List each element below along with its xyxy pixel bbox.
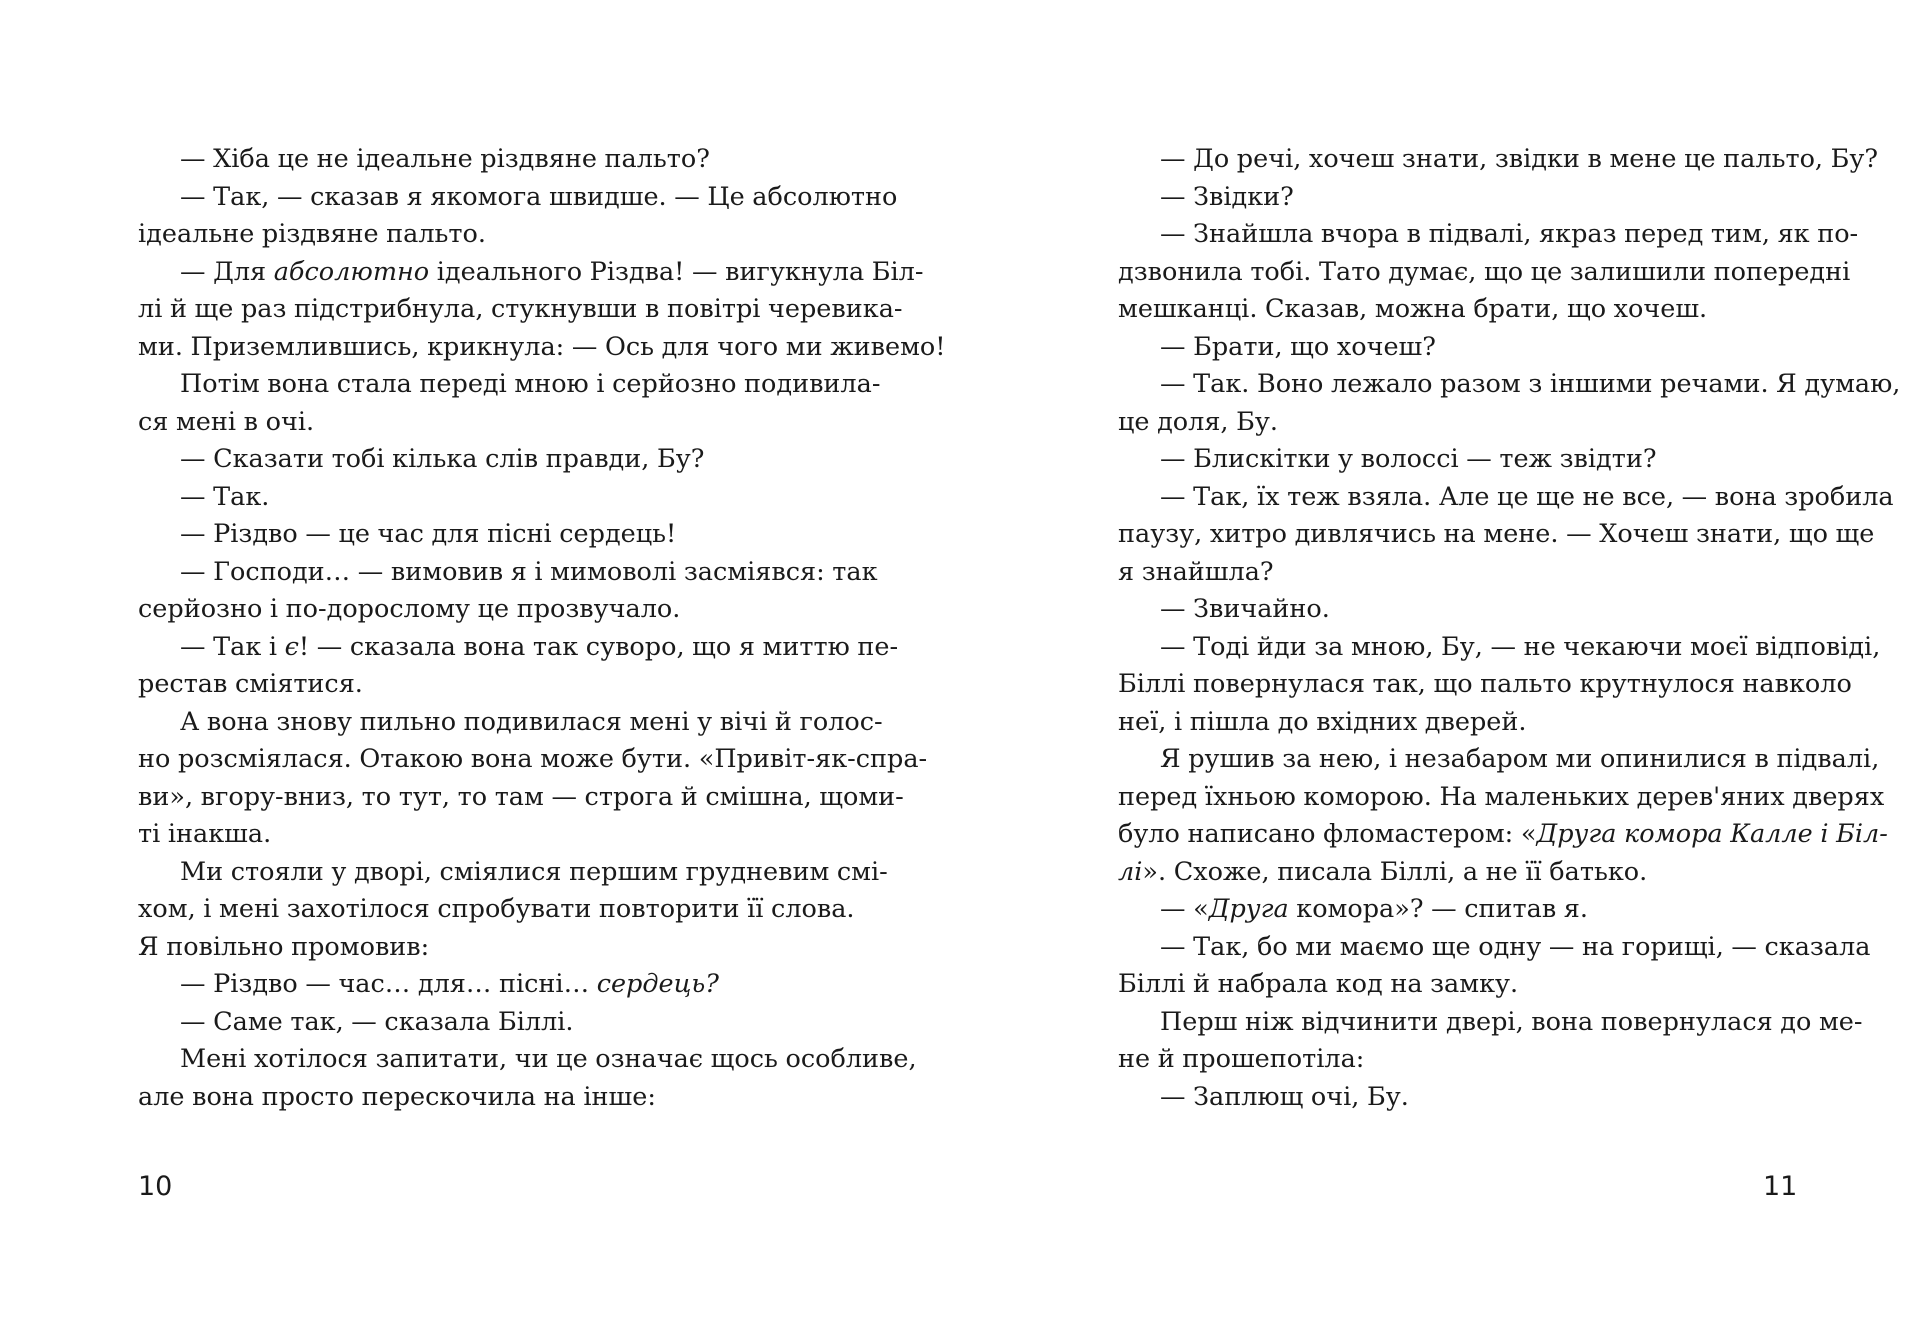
- text-line: — Саме так, — сказала Біллі.: [180, 1006, 574, 1037]
- text-line: — Різдво — це час для пісні сердець!: [180, 519, 677, 549]
- text-line: — Знайшла вчора в підвалі, якраз перед тим, як по-: [1160, 219, 1859, 249]
- text-line: ті інакша.: [138, 819, 272, 849]
- right-page-number: 11: [1763, 1171, 1798, 1202]
- text-line: — Хіба це не ідеальне різдвяне пальто?: [180, 144, 710, 174]
- text-line: серйозно і по-дорослому це прозвучало.: [138, 594, 681, 624]
- left-page-number: 10: [138, 1171, 173, 1202]
- text-line: — Звичайно.: [1160, 594, 1330, 624]
- text-line: я знайшла?: [1118, 556, 1274, 587]
- text-line: Я повільно промовив:: [138, 931, 430, 962]
- text-line: лі й ще раз підстрибнула, стукнувши в повітрі черевика-: [138, 294, 903, 324]
- text-line: ви», вгору-вниз, то тут, то там — строга й смішна, щоми-: [138, 781, 904, 812]
- text-line: — Так і є! — сказала вона так суворо, що я миттю пе-: [180, 631, 899, 662]
- text-line: — Брати, що хочеш?: [1160, 331, 1436, 362]
- text-line: Перш ніж відчинити двері, вона повернулася до ме-: [1160, 1006, 1863, 1037]
- text-line: Біллі повернулася так, що пальто крутнулося навколо: [1118, 669, 1852, 699]
- text-line: Ми стояли у дворі, сміялися першим грудневим смі-: [180, 856, 888, 887]
- text-line: не й прошепотіла:: [1118, 1044, 1365, 1074]
- left-page-text: [138, 141, 946, 1116]
- text-line: Біллі й набрала код на замку.: [1118, 969, 1519, 999]
- text-line: — До речі, хочеш знати, звідки в мене це пальто, Бу?: [1160, 144, 1879, 174]
- text-line: Я рушив за нею, і незабаром ми опинилися в підвалі,: [1160, 744, 1880, 774]
- text-line: — Так, їх теж взяла. Але це ще не все, — вона зробила: [1160, 481, 1894, 512]
- text-line: перед їхньою коморою. На маленьких дерев'яних дверях: [1118, 781, 1885, 812]
- text-line: Потім вона стала переді мною і серйозно подивила-: [180, 369, 881, 399]
- text-line: це доля, Бу.: [1118, 406, 1278, 437]
- text-line: но розсміялася. Отакою вона може бути. «Привіт-як-спра-: [138, 744, 928, 774]
- text-line: хом, і мені захотілося спробувати повторити її слова.: [138, 894, 855, 924]
- text-line: паузу, хитро дивлячись на мене. — Хочеш знати, що ще: [1118, 519, 1875, 549]
- text-line: ся мені в очі.: [138, 406, 315, 437]
- text-line: — Для абсолютно ідеального Різдва! — вигукнула Біл-: [180, 256, 924, 287]
- text-line: було написано фломастером: «Друга комора Калле і Біл-: [1118, 819, 1888, 849]
- text-line: — Так, — сказав я якомога швидше. — Це абсолютно: [180, 181, 898, 212]
- text-line: дзвонила тобі. Тато думає, що це залишили попередні: [1118, 256, 1851, 287]
- text-line: мешканці. Сказав, можна брати, що хочеш.: [1118, 294, 1708, 324]
- text-line: — Господи… — вимовив я і мимоволі засміявся: так: [180, 556, 878, 587]
- text-line: ми. Приземлившись, крикнула: — Ось для чого ми живемо!: [138, 331, 946, 362]
- text-line: — Звідки?: [1160, 181, 1294, 212]
- text-line: рестав сміятися.: [138, 669, 363, 699]
- text-line: — Тоді йди за мною, Бу, — не чекаючи моєї відповіді,: [1160, 631, 1881, 662]
- text-line: але вона просто перескочила на інше:: [138, 1081, 656, 1112]
- text-line: — Сказати тобі кілька слів правди, Бу?: [180, 444, 705, 474]
- text-line: — Заплющ очі, Бу.: [1160, 1081, 1409, 1112]
- text-line: Мені хотілося запитати, чи це означає щось особливе,: [180, 1044, 917, 1074]
- text-line: лі». Схоже, писала Біллі, а не її батько.: [1118, 856, 1648, 887]
- text-line: ідеальне різдвяне пальто.: [138, 219, 486, 249]
- text-line: неї, і пішла до вхідних дверей.: [1118, 706, 1527, 737]
- text-line: — Так, бо ми маємо ще одну — на горищі, — сказала: [1160, 931, 1871, 962]
- text-line: — Так.: [180, 481, 270, 512]
- text-line: — «Друга комора»? — спитав я.: [1160, 894, 1588, 924]
- text-line: А вона знову пильно подивилася мені у вічі й голос-: [180, 706, 883, 737]
- right-page-text: [1118, 141, 1901, 1116]
- text-line: — Різдво — час… для… пісні… сердець?: [180, 969, 719, 999]
- text-line: — Блискітки у волоссі — теж звідти?: [1160, 444, 1657, 474]
- text-line: — Так. Воно лежало разом з іншими речами. Я думаю,: [1160, 369, 1901, 399]
